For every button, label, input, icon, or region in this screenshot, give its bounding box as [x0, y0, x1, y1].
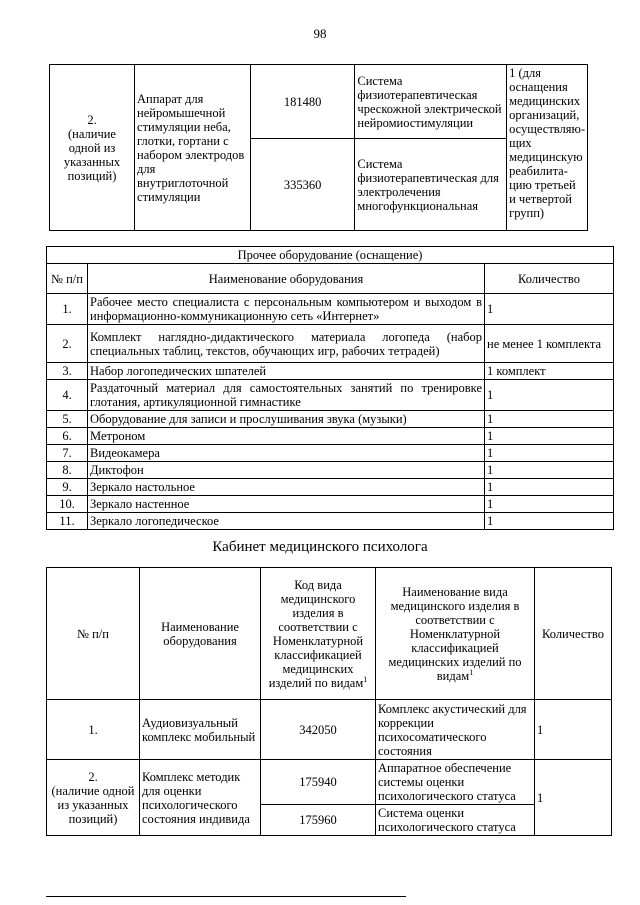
table-row: [47, 363, 614, 380]
equipment-name-cell: Аппарат для нейромышечной стимуляции неба, глотки, гортани с набором электродов для внутриглоточной стимуляции: [135, 65, 251, 231]
header-kind-text: Наименование вида медицинского изделия в соответствии с Номенклатурной классификацией медицинских изделий по видам: [388, 584, 522, 683]
row-name: Комплект наглядно-дидактического материала логопеда (набор специальных таблиц, текстов, обучающих игр, рабочих тетрадей): [88, 325, 485, 363]
row-quantity: 1: [535, 760, 612, 836]
row-code: 175940: [261, 760, 376, 805]
row-name: Зеркало настольное: [88, 479, 485, 496]
row-number: 8.: [47, 462, 88, 479]
table-row: [47, 445, 614, 462]
row-name: Рабочее место специалиста с персональным компьютером и выходом в информационно-коммуникационную сеть «Интернет»: [88, 294, 485, 325]
code-cell: 181480: [250, 65, 355, 139]
quantity-cell: 1 (для оснащения медицинских организаций, осуществляю-щих медицинскую реабилита-цию третьей и четвертой групп): [507, 65, 588, 231]
row-name: Зеркало логопедическое: [88, 513, 485, 530]
row-name: Набор логопедических шпателей: [88, 363, 485, 380]
footnote-mark: 1: [363, 674, 368, 684]
row-name: Комплекс методик для оценки психологического состояния индивида: [140, 760, 261, 836]
table-title: Прочее оборудование (оснащение): [47, 247, 614, 264]
row-code: 342050: [261, 700, 376, 760]
table-header-row: [47, 264, 614, 294]
row-kind: Комплекс акустический для коррекции психосоматического состояния: [376, 700, 535, 760]
row-quantity: 1 комплект: [485, 363, 614, 380]
kind-name-cell: Система физиотерапевтическая чрескожной электрической нейромиостимуляции: [355, 65, 507, 139]
row-quantity: не менее 1 комплекта: [485, 325, 614, 363]
table-row: [47, 462, 614, 479]
row-name: Оборудование для записи и прослушивания звука (музыки): [88, 411, 485, 428]
row-number: 1.: [47, 294, 88, 325]
table-row: [47, 428, 614, 445]
header-quantity: Количество: [485, 264, 614, 294]
table-row: [47, 294, 614, 325]
row-quantity: 1: [485, 411, 614, 428]
row-quantity: 1: [485, 445, 614, 462]
row-quantity: 1: [535, 700, 612, 760]
header-code: [261, 568, 376, 700]
table-row: [47, 380, 614, 411]
header-quantity: Количество: [535, 568, 612, 700]
section-heading: Кабинет медицинского психолога: [212, 539, 428, 555]
row-number: 5.: [47, 411, 88, 428]
other-equipment-table: [46, 246, 614, 530]
page-number: 98: [313, 26, 327, 41]
row-number: 2.: [47, 325, 88, 363]
header-name: Наименование оборудования: [140, 568, 261, 700]
header-number: № п/п: [47, 568, 140, 700]
table-row: [47, 496, 614, 513]
row-number: 7.: [47, 445, 88, 462]
row-quantity: 1: [485, 496, 614, 513]
row-quantity: 1: [485, 479, 614, 496]
table-header-row: [47, 568, 612, 700]
psychologist-equipment-table: [46, 567, 612, 836]
code-cell: 335360: [250, 139, 355, 231]
position-number-cell: 2. (наличие одной из указанных позиций): [50, 65, 135, 231]
table-row: [47, 479, 614, 496]
row-number: 10.: [47, 496, 88, 513]
row-number: 6.: [47, 428, 88, 445]
row-name: Аудиовизуальный комплекс мобильный: [140, 700, 261, 760]
row-quantity: 1: [485, 462, 614, 479]
row-quantity: 1: [485, 380, 614, 411]
row-code: 175960: [261, 805, 376, 836]
row-name: Диктофон: [88, 462, 485, 479]
row-number: 1.: [47, 700, 140, 760]
kind-name-cell: Система физиотерапевтическая для электролечения многофункциональная: [355, 139, 507, 231]
table-row: [47, 325, 614, 363]
row-name: Видеокамера: [88, 445, 485, 462]
row-name: Зеркало настенное: [88, 496, 485, 513]
row-number: 11.: [47, 513, 88, 530]
table-title-row: [47, 247, 614, 264]
header-kind: [376, 568, 535, 700]
row-number: 3.: [47, 363, 88, 380]
row-number: 9.: [47, 479, 88, 496]
table-row: [47, 700, 612, 760]
table-row: [47, 411, 614, 428]
table-row: [47, 760, 612, 805]
equipment-table-continued: [49, 64, 588, 231]
footnote-mark: 1: [469, 667, 474, 677]
table-row: [50, 65, 588, 139]
footer-rule: [46, 896, 406, 897]
header-name: Наименование оборудования: [88, 264, 485, 294]
row-number: 2. (наличие одной из указанных позиций): [47, 760, 140, 836]
row-name: Метроном: [88, 428, 485, 445]
row-quantity: 1: [485, 294, 614, 325]
table-row: [47, 513, 614, 530]
row-quantity: 1: [485, 513, 614, 530]
row-name: Раздаточный материал для самостоятельных занятий по тренировке глотания, артикуляционной гимнастике: [88, 380, 485, 411]
header-code-text: Код вида медицинского изделия в соответствии с Номенклатурной классификацией медицинских изделий по видам: [268, 577, 364, 690]
row-kind: Аппаратное обеспечение системы оценки психологического статуса: [376, 760, 535, 805]
row-kind: Система оценки психологического статуса: [376, 805, 535, 836]
row-number: 4.: [47, 380, 88, 411]
header-number: № п/п: [47, 264, 88, 294]
row-quantity: 1: [485, 428, 614, 445]
